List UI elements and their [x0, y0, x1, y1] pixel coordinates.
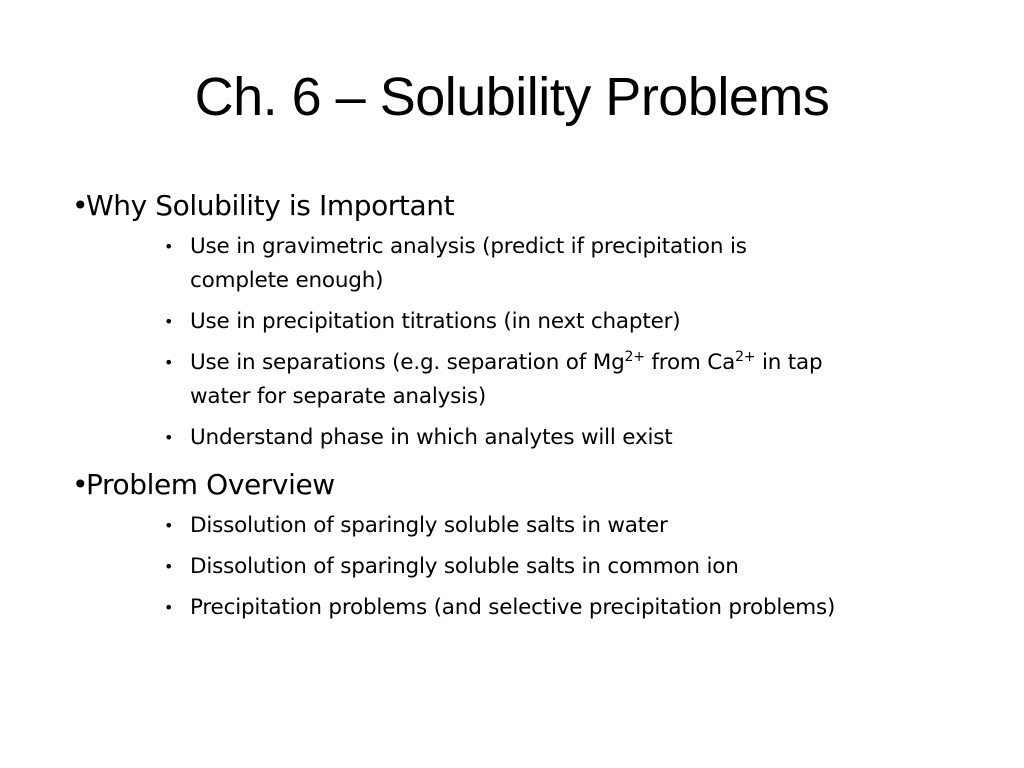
bullet-icon: •	[164, 312, 174, 331]
section-heading	[72, 465, 972, 505]
bullet-list	[72, 509, 972, 625]
bullet-icon: •	[164, 598, 174, 617]
list-item-text-part1: Use in separations (e.g. separation of Mg	[190, 350, 625, 375]
list-item-text: Use in gravimetric analysis (predict if precipitation is complete enough)	[190, 234, 747, 293]
slide-content	[72, 186, 972, 635]
bullet-icon: •	[164, 428, 174, 447]
bullet-icon: •	[72, 468, 89, 501]
section-why-solubility	[72, 186, 972, 455]
section-heading-text: Problem Overview	[86, 468, 335, 501]
list-item-text: Dissolution of sparingly soluble salts in common ion	[190, 554, 739, 579]
list-item-text: Use in precipitation titrations (in next chapter)	[190, 309, 681, 334]
bullet-icon: •	[164, 557, 174, 576]
list-item	[72, 230, 850, 298]
list-item	[72, 591, 850, 625]
section-problem-overview	[72, 465, 972, 625]
list-item	[72, 346, 850, 414]
bullet-icon: •	[164, 353, 174, 372]
list-item-text: Precipitation problems (and selective precipitation problems)	[190, 595, 836, 620]
superscript-charge: 2+	[624, 349, 645, 365]
bullet-icon: •	[72, 189, 89, 222]
bullet-icon: •	[164, 516, 174, 535]
list-item-text-part2: from Ca	[644, 350, 736, 375]
list-item-text: Dissolution of sparingly soluble salts in water	[190, 513, 668, 538]
bullet-icon: •	[164, 237, 174, 256]
section-heading	[72, 186, 972, 226]
list-item-text: Understand phase in which analytes will exist	[190, 425, 673, 450]
slide-title: Ch. 6 – Solubility Problems	[194, 67, 830, 127]
section-heading-text: Why Solubility is Important	[86, 189, 455, 222]
list-item	[72, 509, 850, 543]
list-item	[72, 305, 850, 339]
superscript-charge: 2+	[735, 349, 756, 365]
list-item-text-part3: in tap water for separate analysis)	[190, 350, 823, 409]
list-item	[72, 421, 850, 455]
bullet-list	[72, 230, 972, 455]
list-item	[72, 550, 850, 584]
